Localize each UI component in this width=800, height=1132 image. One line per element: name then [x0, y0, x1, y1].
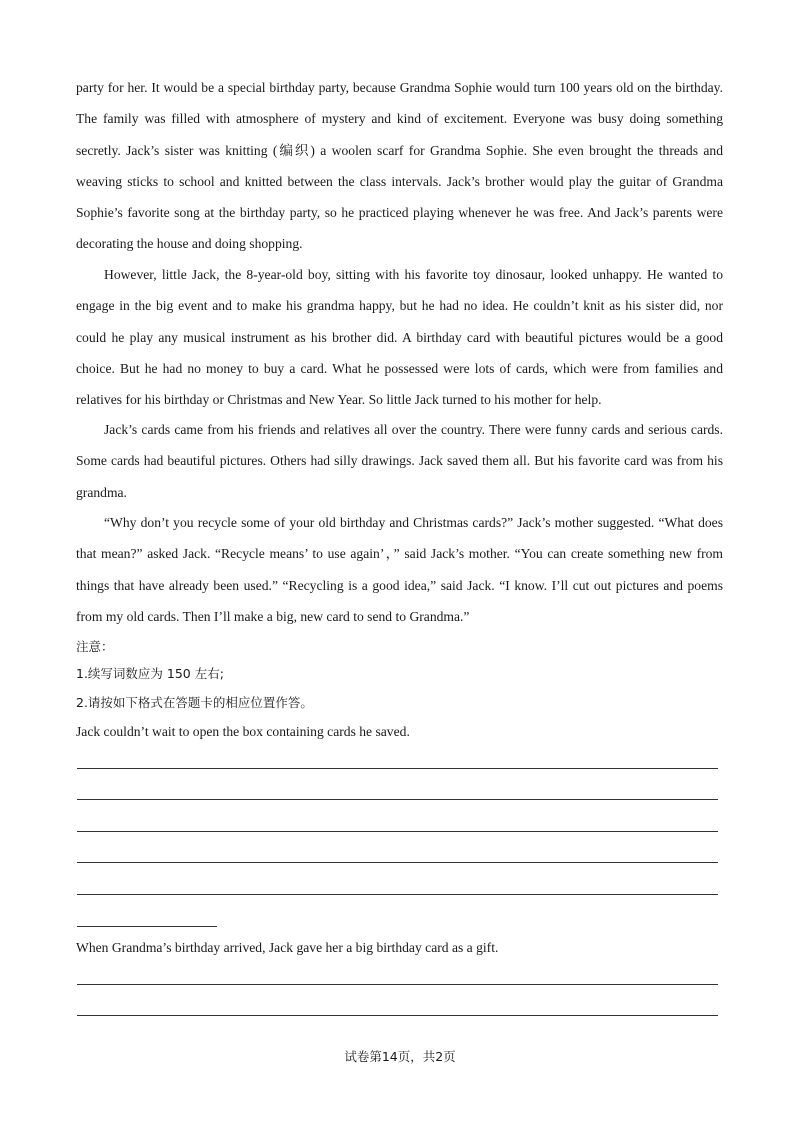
answer-line: [77, 894, 718, 895]
answer-line: [77, 799, 718, 800]
page-footer: 试卷第14页，共2页: [344, 1049, 456, 1064]
paragraph-4: “Why don’t you recycle some of your old birthday and Christmas cards?” Jack’s mother suggested. “What does that mean?” asked Jack. “Recycle means’ to use again’，” said Jack’s mother. “You can create something new from things that have already been used.” “Recycling is a good idea,” said Jack. “I know. I’ll cut out pictures and poems from my old cards. Then I’ll make a big, new card to send to Grandma.”: [76, 515, 723, 624]
answer-line: [77, 768, 718, 769]
notes-item-word-count: 1.续写词数应为 150 左右;: [76, 666, 224, 681]
continuation-prompt-2: When Grandma’s birthday arrived, Jack gave her a big birthday card as a gift.: [76, 940, 499, 955]
continuation-prompt-1: Jack couldn’t wait to open the box containing cards he saved.: [76, 724, 410, 739]
paragraph-2: However, little Jack, the 8-year-old boy, sitting with his favorite toy dinosaur, looked unhappy. He wanted to engage in the big event and to make his grandma happy, but he had no idea. He couldn’t knit as his sister did, nor could he play any musical instrument as his brother did. A birthday card with beautiful pictures would be a good choice. But he had no money to buy a card. What he possessed were lots of cards, which were from families and relatives for his birthday or Christmas and New Year. So little Jack turned to his mother for help.: [76, 267, 723, 408]
paragraph-3: Jack’s cards came from his friends and relatives all over the country. There were funny cards and serious cards. Some cards had beautiful pictures. Others had silly drawings. Jack saved them all. But his favorite card was from his grandma.: [76, 422, 723, 500]
answer-line: [77, 1015, 718, 1016]
notes-heading: 注意：: [76, 639, 114, 654]
answer-line: [77, 831, 718, 832]
answer-line-short: [77, 926, 217, 927]
paragraph-1: party for her. It would be a special birthday party, because Grandma Sophie would turn 100 years old on the birthday. The family was filled with atmosphere of mystery and kind of excitement. Everyone was busy doing something secretly. Jack’s sister was knitting (编织) a woolen scarf for Grandma Sophie. She even brought the threads and weaving sticks to school and knitted between the class intervals. Jack’s brother would play the guitar of Grandma Sophie’s favorite song at the birthday party, so he practiced playing whenever he was free. And Jack’s parents were decorating the house and doing shopping.: [76, 80, 723, 252]
answer-line: [77, 862, 718, 863]
notes-item-format: 2.请按如下格式在答题卡的相应位置作答。: [76, 695, 313, 710]
answer-line: [77, 984, 718, 985]
